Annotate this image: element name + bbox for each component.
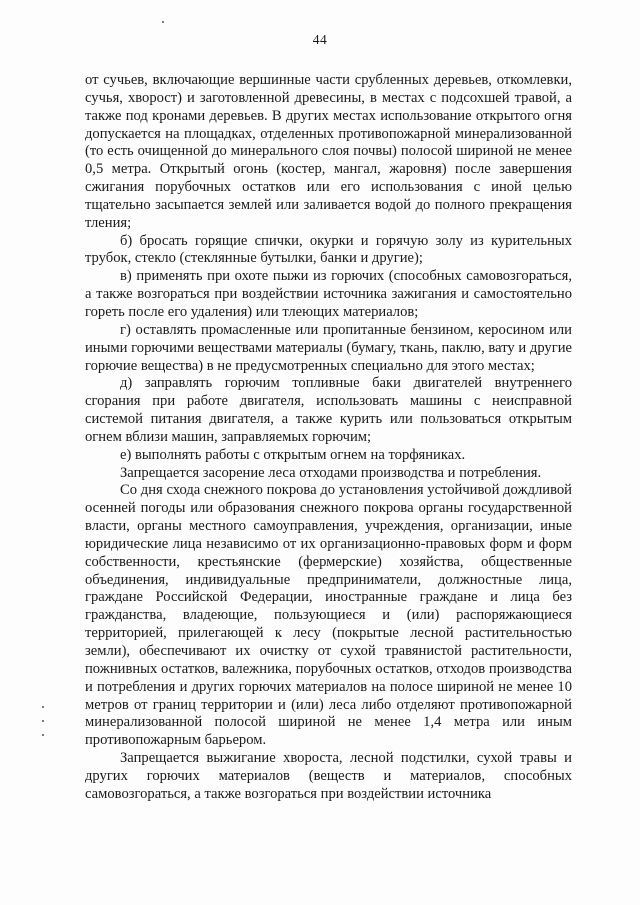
paragraph-item-b: б) бросать горящие спички, окурки и горячую золу из курительных трубок, стекло (стеклянные бутылки, банки и другие);	[85, 232, 572, 267]
paragraph-waste-ban: Запрещается засорение леса отходами производства и потребления.	[120, 464, 542, 481]
paragraph-item-g: г) оставлять промасленные или пропитанные бензином, керосином или иными горючими веществами материалы (бумагу, ткань, паклю, вату и другие горючие вещества) в не предусмотренных специально для этого местах;	[85, 321, 572, 374]
page-number: 44	[312, 32, 328, 47]
paragraph-item-d: д) заправлять горючим топливные баки двигателей внутреннего сгорания при работе двигателя, использовать машины с неисправной системой питания двигателя, а также курить или пользоваться открытым огнем вблизи машин, заправляемых горючим;	[85, 375, 572, 445]
scan-speck	[42, 734, 44, 736]
body-text	[85, 72, 572, 804]
paragraph-item-e: е) выполнять работы с открытым огнем на торфяниках.	[120, 446, 466, 463]
paragraph-clearing-obligation: Со дня схода снежного покрова до установления устойчивой дождливой осенней погоды или образования снежного покрова органы государственной власти, органы местного самоуправления, учреждения, организации, иные юридические лица независимо от их организационно-правовых форм и форм собственности, крестьянские (фермерские) хозяйства, общественные объединения, индивидуальные предприниматели, должностные лица, граждане Российской Федерации, иностранные граждане и лица без гражданства, владеющие, пользующиеся и (или) распоряжающиеся территорией, прилегающей к лесу (покрытые лесной растительностью земли), обеспечивают их очистку от сухой травянистой растительности, пожнивных остатков, валежника, порубочных остатков, отходов производства и потребления и других горючих материалов на полосе шириной не менее 10 метров от границ территории и (или) леса либо отделяют противопожарной минерализованной полосой шириной не менее 1,4 метра или иным противопожарным барьером.	[85, 482, 572, 749]
paragraph-item-v: в) применять при охоте пыжи из горючих (способных самовозгораться, а также возгораться при воздействии источника зажигания и самостоятельно гореть после его удаления) или тлеющих материалов;	[85, 268, 572, 320]
scan-speck	[42, 706, 44, 708]
paragraph-burning-ban: Запрещается выжигание хвороста, лесной подстилки, сухой травы и других горючих материалов (веществ и материалов, способных самовозгораться, а также возгораться при воздействии источника	[85, 750, 572, 802]
paragraph-continuation: от сучьев, включающие вершинные части срубленных деревьев, откомлевки, сучья, хворост) и заготовленной древесины, в местах с подсохшей травой, а также под кронами деревьев. В других местах использование открытого огня допускается на площадках, отделенных противопожарной минерализованной (то есть очищенной до минерального слоя почвы) полосой шириной не менее 0,5 метра. Открытый огонь (костер, мангал, жаровня) после завершения сжигания порубочных остатков или его использования с иной целью тщательно засыпается землей или заливается водой до полного прекращения тления;	[85, 72, 572, 231]
scan-speck	[162, 21, 164, 23]
scan-speck	[42, 720, 44, 722]
